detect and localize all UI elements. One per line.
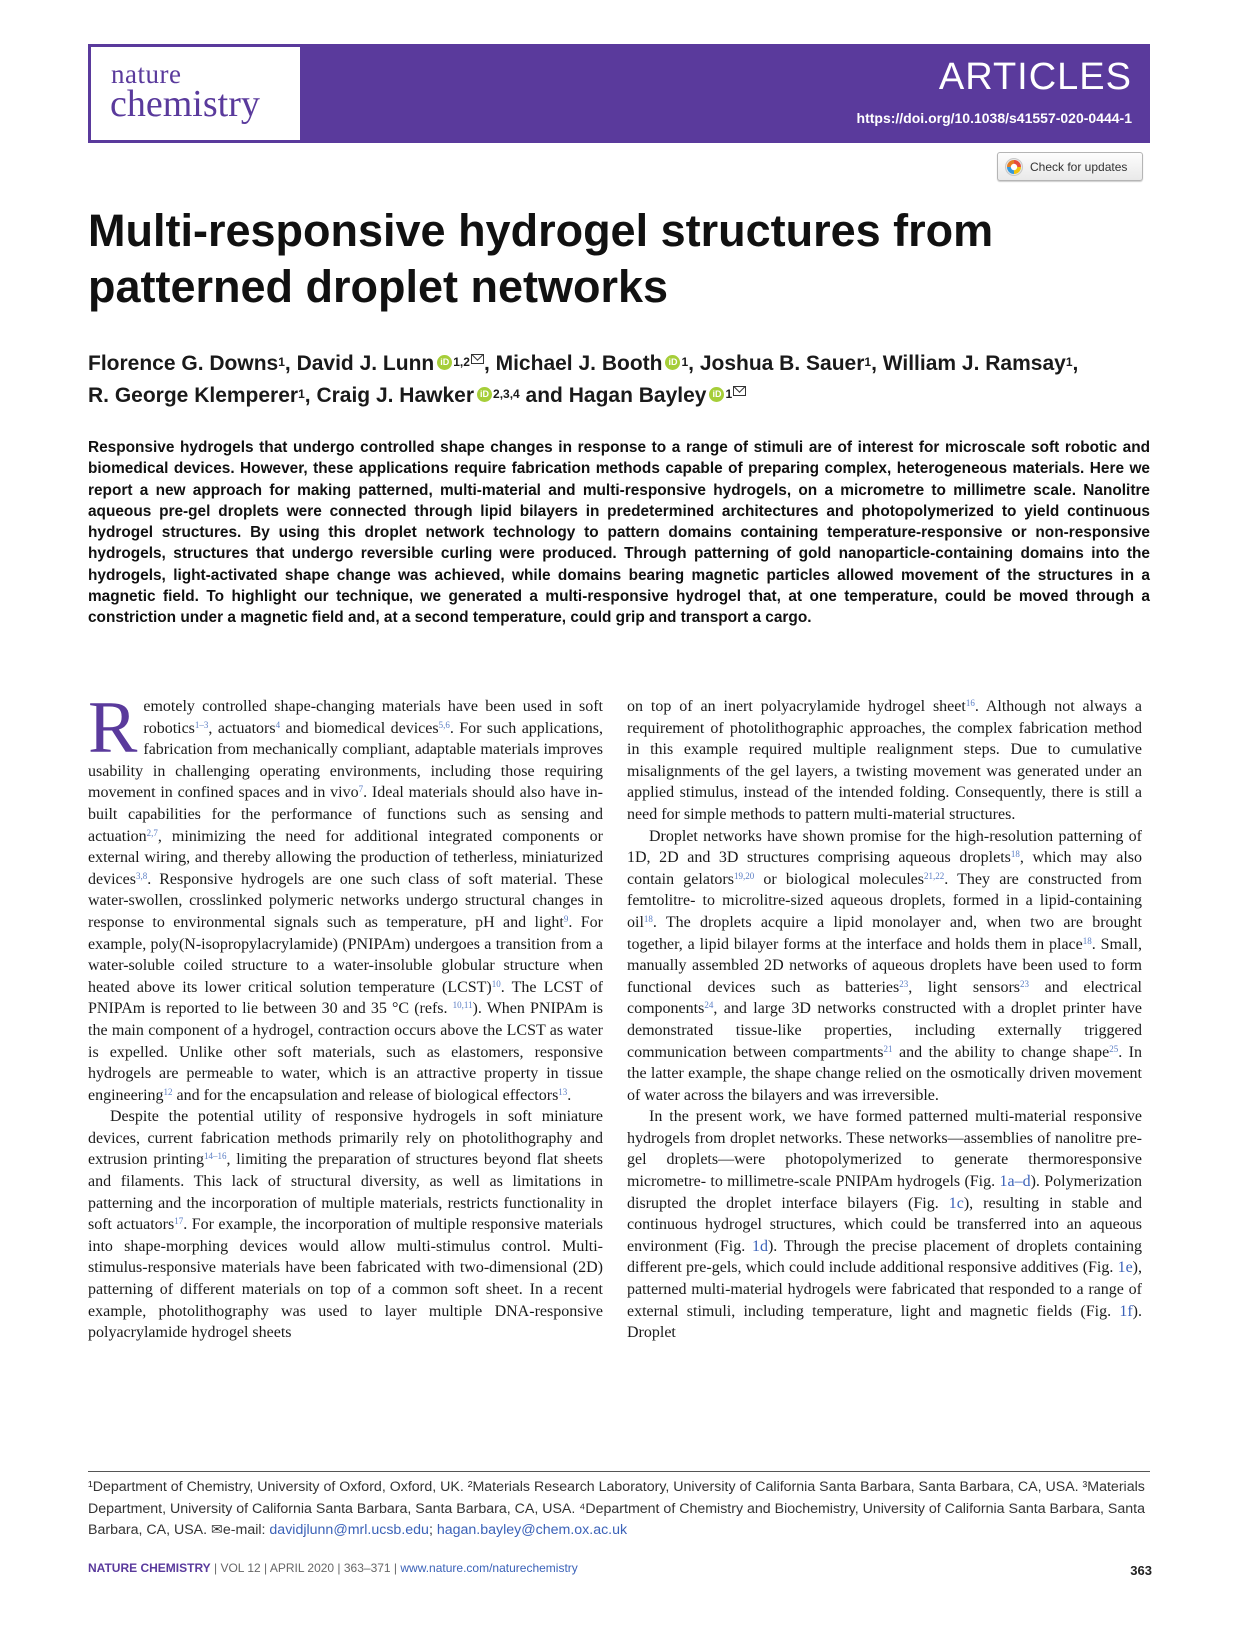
author-list: [88, 348, 1150, 412]
text-run: . In the latter example, the shape change relied on the osmotically driven movement of water across the bilayers and was irreversible.: [627, 1043, 1143, 1104]
text-run: , light sensors: [908, 978, 1020, 996]
affiliations: [88, 1477, 1150, 1542]
email-icon[interactable]: [471, 354, 484, 364]
author-name[interactable]: Hagan Bayley: [568, 384, 707, 407]
orcid-icon[interactable]: iD: [709, 387, 724, 402]
check-for-updates-label: Check for updates: [1030, 160, 1128, 174]
citation-ref[interactable]: 9: [563, 913, 569, 924]
text-run: . For such applications, fabrication from mechanically compliant, adaptable materials improves usability in challenging operating environments, including those requiring movement in confined spaces and in vivo: [88, 719, 604, 802]
text-run: on top of an inert polyacrylamide hydrogel sheet: [627, 698, 966, 715]
text-run: . Ideal materials should also have in-built capabilities for the performance of functions such as sensing and actuation: [88, 784, 603, 845]
text-run: ;: [428, 1522, 437, 1538]
author-affiliation-marker: 1: [298, 387, 305, 401]
author-separator: ,: [1072, 352, 1079, 375]
author-affiliation-marker: 1: [725, 387, 733, 401]
citation-ref[interactable]: 23: [1020, 978, 1029, 989]
author-affiliation-marker: 1,2: [453, 355, 470, 369]
text-run: ), resulting in stable and continuous hydrogel structures, which could be transferred into an aqueous environment (Fig.: [627, 1194, 1143, 1255]
text-run: emotely controlled shape-changing materials have been used in soft robotics: [143, 698, 603, 737]
text-run: , minimizing the need for additional integrated components or external wiring, and thereby allowing the production of tetherless, miniaturized devices: [88, 827, 603, 888]
check-for-updates-button[interactable]: [997, 152, 1143, 181]
doi-link[interactable]: https://doi.org/10.1038/s41557-020-0444-1: [856, 110, 1132, 126]
figure-ref[interactable]: 1c: [948, 1194, 964, 1212]
citation-ref[interactable]: 24: [704, 1000, 714, 1011]
section-label: ARTICLES: [938, 56, 1132, 98]
citation-ref[interactable]: 1–3: [194, 719, 209, 730]
author-affiliation-marker: 1: [278, 355, 285, 369]
citation-ref[interactable]: 4: [275, 719, 281, 730]
citation-ref[interactable]: 10: [491, 978, 501, 989]
text-run: Despite the potential utility of responsive hydrogels in soft miniature devices, current fabrication methods primarily rely on photolithography and extrusion printing: [88, 1108, 603, 1169]
text-run: ). Through the precise placement of droplets containing different pre-gels, which could include additional responsive additives (Fig.: [627, 1237, 1142, 1277]
page-number: 363: [1130, 1563, 1152, 1578]
text-run: ), patterned multi-material hydrogels were fabricated that responded to a range of external stimuli, including temperature, light and magnetic fields (Fig.: [627, 1259, 1142, 1320]
author-separator: ,: [304, 384, 317, 407]
author-separator: ,: [871, 352, 883, 375]
author-separator: ,: [688, 352, 700, 375]
text-run: . Although not always a requirement of photolithographic approaches, the complex fabrication method in this example required multiple realignment steps. Due to cumulative misalignments of the gel layers, a twisting movement was generated under an applied stimulus, instead of the intended folding. Consequently, there is still a need for simple methods to pattern multi-material structures.: [627, 698, 1142, 823]
text-run: ). Droplet: [627, 1302, 1142, 1342]
body-paragraph: [88, 687, 604, 1106]
text-run: and electrical components: [627, 978, 1142, 1018]
citation-ref[interactable]: 25: [1109, 1043, 1119, 1054]
footer-journal-url[interactable]: www.nature.com/naturechemistry: [400, 1561, 578, 1575]
journal-logo[interactable]: [88, 44, 303, 143]
page-footer: [88, 1561, 1150, 1575]
author-separator: ,: [284, 352, 297, 375]
citation-ref[interactable]: 17: [174, 1216, 184, 1227]
email-link[interactable]: hagan.bayley@chem.ox.ac.uk: [436, 1522, 628, 1538]
text-run: .: [567, 1086, 572, 1104]
body-paragraph: [627, 826, 1142, 1107]
text-run: . The droplets acquire a lipid monolayer and, when two are brought together, a lipid bilayer forms at the interface and holds them in place: [627, 913, 1142, 953]
logo-chemistry-text: chemistry: [110, 83, 260, 125]
envelope-icon: ✉: [211, 1522, 223, 1538]
text-run: ¹Department of Chemistry, University of Oxford, Oxford, UK. ²Materials Research Laboratory, University of California Santa Barbara, Santa Barbara, CA, USA. ³Materials Department, University of California Santa Barbara, Santa Barbara, CA, USA. ⁴Department of Chemistry and Biochemistry, University of California Santa Barbara, Santa Barbara, CA, USA.: [88, 1479, 1145, 1538]
text-run: , actuators: [208, 719, 276, 737]
citation-ref[interactable]: 10,11: [452, 1000, 473, 1011]
citation-ref[interactable]: 18: [1082, 935, 1092, 946]
footnote-divider: [88, 1471, 1150, 1472]
text-run: . The LCST of PNIPAm is reported to lie between 30 and 35 °C (refs.: [88, 978, 603, 1018]
citation-ref[interactable]: 14–16: [204, 1151, 227, 1162]
citation-ref[interactable]: 19,20: [733, 870, 755, 881]
citation-ref[interactable]: 23: [899, 978, 909, 989]
text-run: . For example, the incorporation of multiple responsive materials into shape-morphing devices would allow multi-stimulus control. Multi-stimulus-responsive materials have been fabricated with two-dimensional (2D) patterning of different materials on top of a common soft sheet. In a recent example, photolithography was used to layer multiple DNA-responsive polyacrylamide hydrogel sheets: [88, 1216, 603, 1342]
text-run: and for the encapsulation and release of biological effectors: [172, 1086, 559, 1104]
citation-ref[interactable]: 13: [558, 1086, 568, 1097]
footer-issue-info: | VOL 12 | APRIL 2020 | 363–371 |: [210, 1561, 401, 1575]
text-run: , limiting the preparation of structures beyond flat sheets and filaments. This lack of structural diversity, as well as limitations in patterning and the incorporation of multiple materials, restricts functionality in soft actuators: [88, 1151, 604, 1234]
orcid-icon[interactable]: iD: [437, 355, 452, 370]
author-name[interactable]: Joshua B. Sauer: [699, 352, 865, 375]
orcid-icon[interactable]: iD: [477, 387, 492, 402]
logo-nature-text: nature: [111, 59, 182, 89]
author-separator: ,: [483, 352, 496, 375]
figure-ref[interactable]: 1e: [1117, 1259, 1133, 1277]
text-run: . For example, poly(N-isopropylacrylamide) (PNIPAm) undergoes a transition from a water-soluble coiled structure to a water-insoluble globular structure when heated above its lower critical solution temperature (LCST): [88, 913, 603, 996]
citation-ref[interactable]: 16: [965, 698, 975, 708]
email-icon[interactable]: [733, 386, 746, 396]
author-name[interactable]: David J. Lunn: [296, 352, 435, 375]
author-name[interactable]: William J. Ramsay: [882, 352, 1066, 375]
citation-ref[interactable]: 5,6: [438, 719, 450, 730]
abstract: Responsive hydrogels that undergo controlled shape changes in response to a range of stimuli are of interest for microscale soft robotic and biomedical devices. However, these applications require fabrication methods capable of preparing complex, heterogeneous materials. Here we report a new approach for making patterned, multi-material and multi-responsive hydrogels, on a micrometre to millimetre scale. Nanolitre aqueous pre-gel droplets were connected through lipid bilayers in predetermined architectures and photopolymerized to yield continuous hydrogel structures. By using this droplet network technology to pattern domains containing temperature-responsive or non-responsive hydrogels, structures that undergo reversible curling were produced. Through patterning of gold nanoparticle-containing domains into the hydrogels, light-activated shape change was achieved, while domains bearing magnetic particles allowed movement of the structures in a magnetic field. To highlight our technique, we generated a multi-responsive hydrogel that, at one temperature, could be moved through a constriction under a magnetic field and, at a second temperature, could grip and transport a cargo.: [88, 439, 1150, 627]
text-run: e-mail:: [222, 1522, 270, 1538]
text-run: . Small, manually assembled 2D networks of aqueous droplets have been used to form functional devices such as batteries: [627, 935, 1142, 996]
footer-journal-name: NATURE CHEMISTRY: [88, 1561, 211, 1575]
drop-cap: R: [88, 687, 138, 769]
author-affiliation-marker: 1: [1065, 355, 1073, 369]
text-run: In the present work, we have formed patterned multi-material responsive hydrogels from droplet networks. These networks—assemblies of nanolitre pre-gel droplets—were photopolymerized to generate thermoresponsive micrometre- to millimetre-scale PNIPAm hydrogels (Fig.: [627, 1108, 1142, 1191]
author-affiliation-marker: 1: [681, 355, 689, 369]
author-name[interactable]: Florence G. Downs: [88, 352, 279, 375]
text-run: and biomedical devices: [280, 719, 439, 737]
orcid-icon[interactable]: iD: [665, 355, 680, 370]
author-separator: and: [519, 384, 569, 407]
author-affiliation-marker: 1: [864, 355, 872, 369]
citation-ref[interactable]: 2,7: [146, 827, 158, 838]
text-run: Droplet networks have shown promise for the high-resolution patterning of 1D, 2D and 3D structures comprising aqueous droplets: [627, 827, 1142, 867]
text-run: , and large 3D networks constructed with a droplet printer have demonstrated tissue-like properties, including externally triggered communication between compartments: [627, 1000, 1142, 1061]
body-column-right: [627, 696, 1142, 1344]
body-paragraph: [627, 1106, 1142, 1344]
article-title: Multi-responsive hydrogel structures from patterned droplet networks: [88, 205, 994, 312]
citation-ref[interactable]: 21,22: [923, 870, 945, 881]
text-run: ). When PNIPAm is the main component of a hydrogel, contraction occurs above the LCST as water is expelled. Unlike other soft materials, such as elastomers, responsive hydrogels are permeable to water, which is an attractive property in tissue engineering: [88, 1000, 603, 1104]
citation-ref[interactable]: 21: [883, 1043, 893, 1054]
text-run: . They are constructed from femtolitre- to microlitre-sized aqueous droplets, formed in a lipid-containing oil: [627, 870, 1142, 931]
email-link[interactable]: davidjlunn@mrl.ucsb.edu: [269, 1522, 429, 1538]
author-name[interactable]: R. George Klemperer: [88, 384, 299, 407]
crossmark-icon: [1005, 158, 1023, 176]
author-affiliation-marker: 2,3,4: [493, 387, 520, 401]
text-run: ). Polymerization disrupted the droplet interface bilayers (Fig.: [627, 1173, 1142, 1212]
figure-ref[interactable]: 1d: [751, 1237, 768, 1255]
body-column-left: [88, 687, 604, 1344]
author-name[interactable]: Craig J. Hawker: [316, 384, 475, 407]
author-name[interactable]: Michael J. Booth: [495, 352, 663, 375]
citation-ref[interactable]: 18: [643, 913, 653, 924]
text-run: . Responsive hydrogels are one such class of soft material. These water-swollen, crosslinked polymeric networks undergo structural changes in response to environmental signals such as temperature, pH and light: [88, 870, 603, 931]
body-paragraph: [627, 696, 1142, 826]
text-run: or biological molecules: [754, 870, 924, 888]
figure-ref[interactable]: 1f: [1119, 1302, 1133, 1320]
figure-ref[interactable]: 1a–d: [999, 1173, 1031, 1191]
text-run: and the ability to change shape: [892, 1043, 1110, 1061]
citation-ref[interactable]: 12: [163, 1086, 173, 1097]
text-run: , which may also contain gelators: [627, 849, 1143, 888]
citation-ref[interactable]: 18: [1010, 849, 1020, 860]
body-paragraph: [88, 1106, 603, 1344]
citation-ref[interactable]: 7: [358, 784, 364, 795]
journal-banner: [88, 44, 1150, 143]
citation-ref[interactable]: 3,8: [135, 870, 148, 881]
